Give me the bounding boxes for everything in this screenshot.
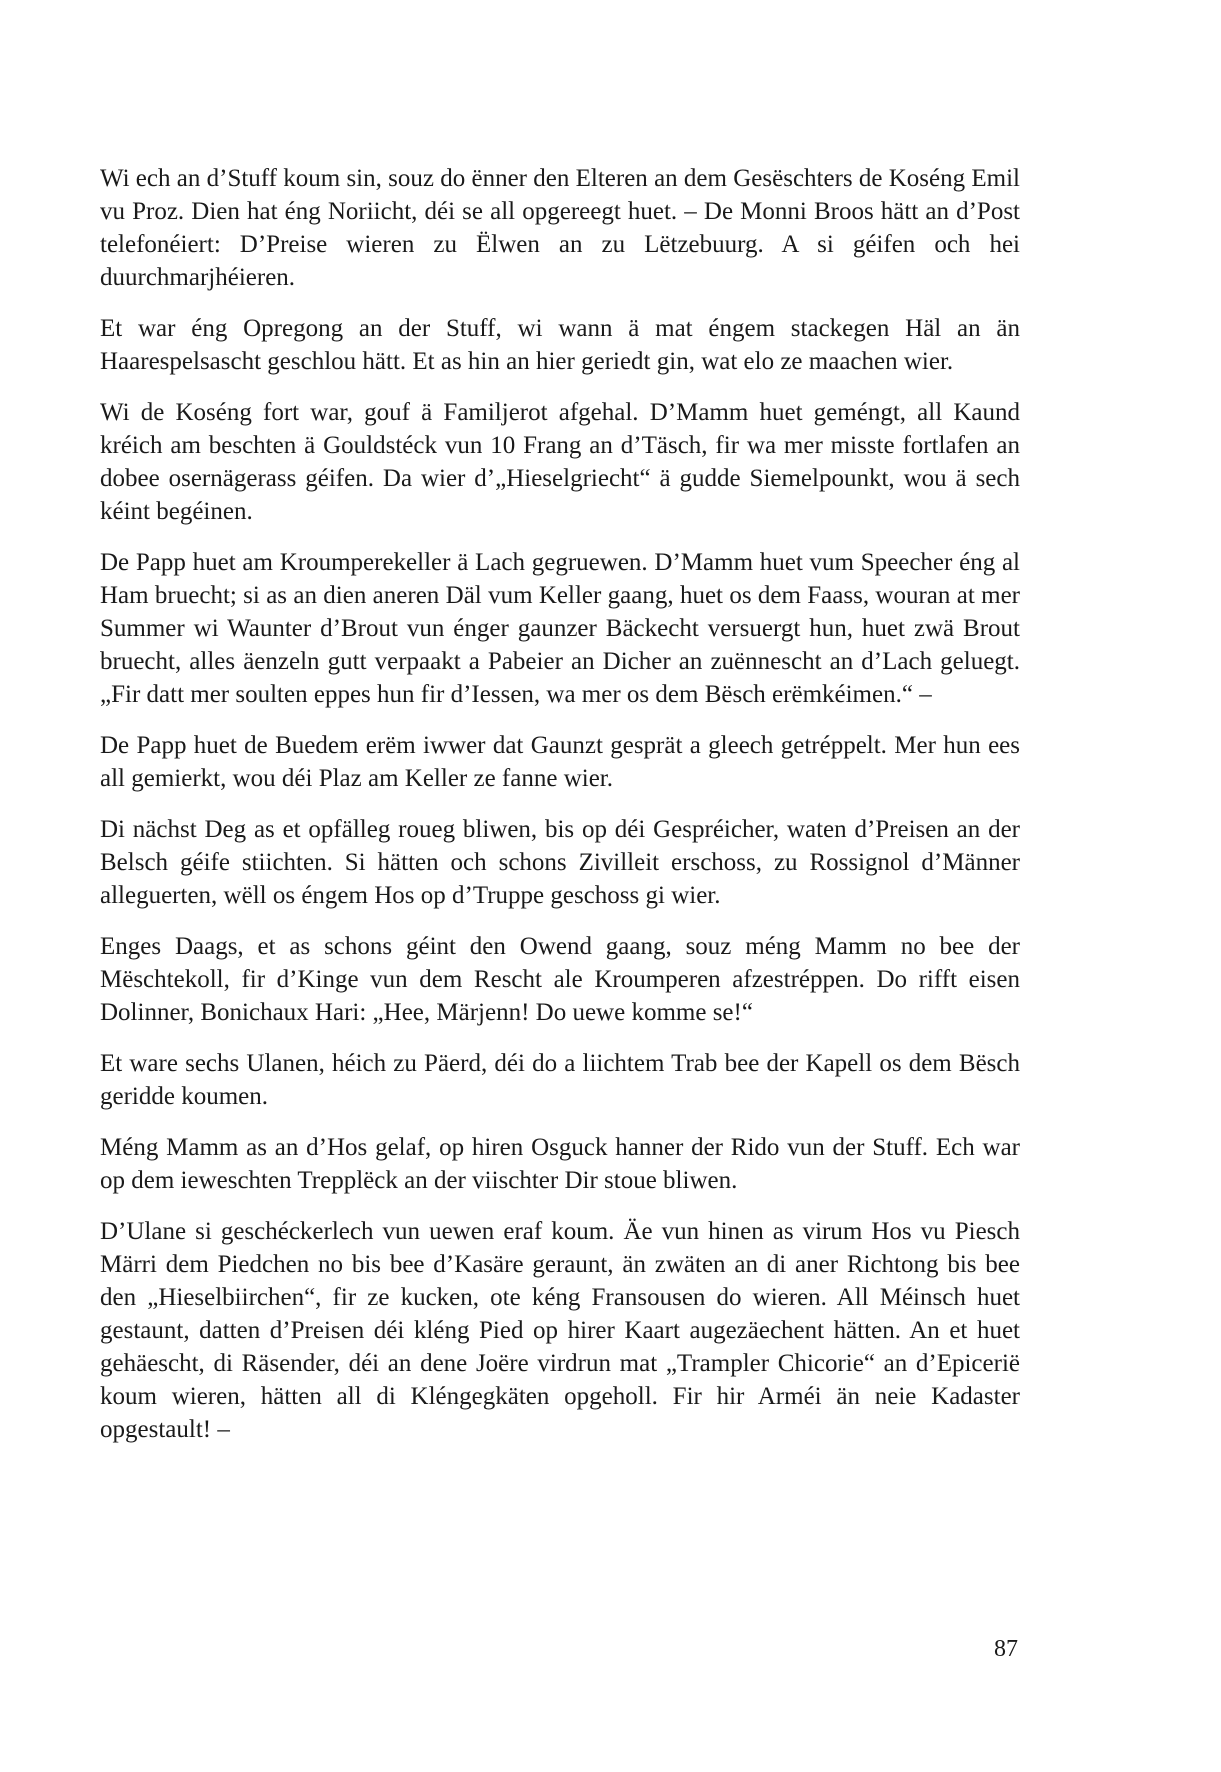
paragraph: Méng Mamm as an d’Hos gelaf, op hiren Osguck hanner der Rido vun der Stuff. Ech war op dem ieweschten Trepplëck an der viischter Dir stoue bliwen.: [100, 1134, 1020, 1194]
body-text: [100, 162, 1020, 1464]
paragraph: Di nächst Deg as et opfälleg roueg bliwen, bis op déi Gespréicher, waten d’Preisen an der Belsch géife stiichten. Si hätten och schons Zivilleit erschoss, zu Rossignol d’Männer alleguerten, wëll os éngem Hos op d’Truppe geschoss gi wier.: [100, 816, 1020, 909]
paragraph: Et war éng Opregong an der Stuff, wi wann ä mat éngem stackegen Häl an än Haarespelsascht geschlou hätt. Et as hin an hier geriedt gin, wat elo ze maachen wier.: [100, 315, 1020, 375]
paragraph: Enges Daags, et as schons géint den Owend gaang, souz méng Mamm no bee der Mëschtekoll, fir d’Kinge vun dem Rescht ale Kroumperen afzestréppen. Do rifft eisen Dolinner, Bonichaux Hari: „Hee, Märjenn! Do uewe komme se!“: [100, 933, 1020, 1026]
paragraph: Wi de Koséng fort war, gouf ä Familjerot afgehal. D’Mamm huet geméngt, all Kaund kréich am beschten ä Gouldstéck vun 10 Frang an d’Täsch, fir wa mer misste fortlafen an dobee osernägerass géifen. Da wier d’„Hieselgriecht“ ä gudde Siemelpounkt, wou ä sech kéint begéinen.: [100, 399, 1020, 525]
paragraph: Et ware sechs Ulanen, héich zu Päerd, déi do a liichtem Trab bee der Kapell os dem Bësch geridde koumen.: [100, 1050, 1020, 1110]
page-number: 87: [994, 1636, 1018, 1662]
paragraph: De Papp huet am Kroumperekeller ä Lach gegruewen. D’Mamm huet vum Speecher éng al Ham bruecht; si as an dien aneren Däl vum Keller gaang, huet os dem Faass, wouran at mer Summer wi Waunter d’Brout vun énger gaunzer Bäckecht versuergt hun, huet zwä Brout bruecht, alles äenzeln gutt verpaakt a Pabeier an Dicher an zuënnescht an d’Lach geluegt. „Fir datt mer soulten eppes hun fir d’Iessen, wa mer os dem Bësch erëmkéimen.“ –: [100, 549, 1020, 708]
paragraph: Wi ech an d’Stuff koum sin, souz do ënner den Elteren an dem Gesëschters de Koséng Emil vu Proz. Dien hat éng Noriicht, déi se all opgereegt huet. – De Monni Broos hätt an d’Post telefonéiert: D’Preise wieren zu Ëlwen an zu Lëtzebuurg. A si géifen och hei duurchmarjhéieren.: [100, 165, 1020, 291]
paragraph: D’Ulane si geschéckerlech vun uewen eraf koum. Äe vun hinen as virum Hos vu Piesch Märri dem Piedchen no bis bee d’Kasäre geraunt, än zwäten an di aner Richtong bis bee den „Hieselbiirchen“, fir ze kucken, ote kéng Fransousen do wieren. All Méinsch huet gestaunt, datten d’Preisen déi kléng Pied op hirer Kaart augezäechent hätten. An et huet gehäescht, di Räsender, déi an dene Joëre virdrun mat „Trampler Chicorie“ an d’Epicerië koum wieren, hätten all di Kléngegkäten opgeholl. Fir hir Arméi än neie Kadaster opgestault! –: [100, 1218, 1020, 1443]
paragraph: De Papp huet de Buedem erëm iwwer dat Gaunzt gesprät a gleech getréppelt. Mer hun ees all gemierkt, wou déi Plaz am Keller ze fanne wier.: [100, 732, 1020, 792]
